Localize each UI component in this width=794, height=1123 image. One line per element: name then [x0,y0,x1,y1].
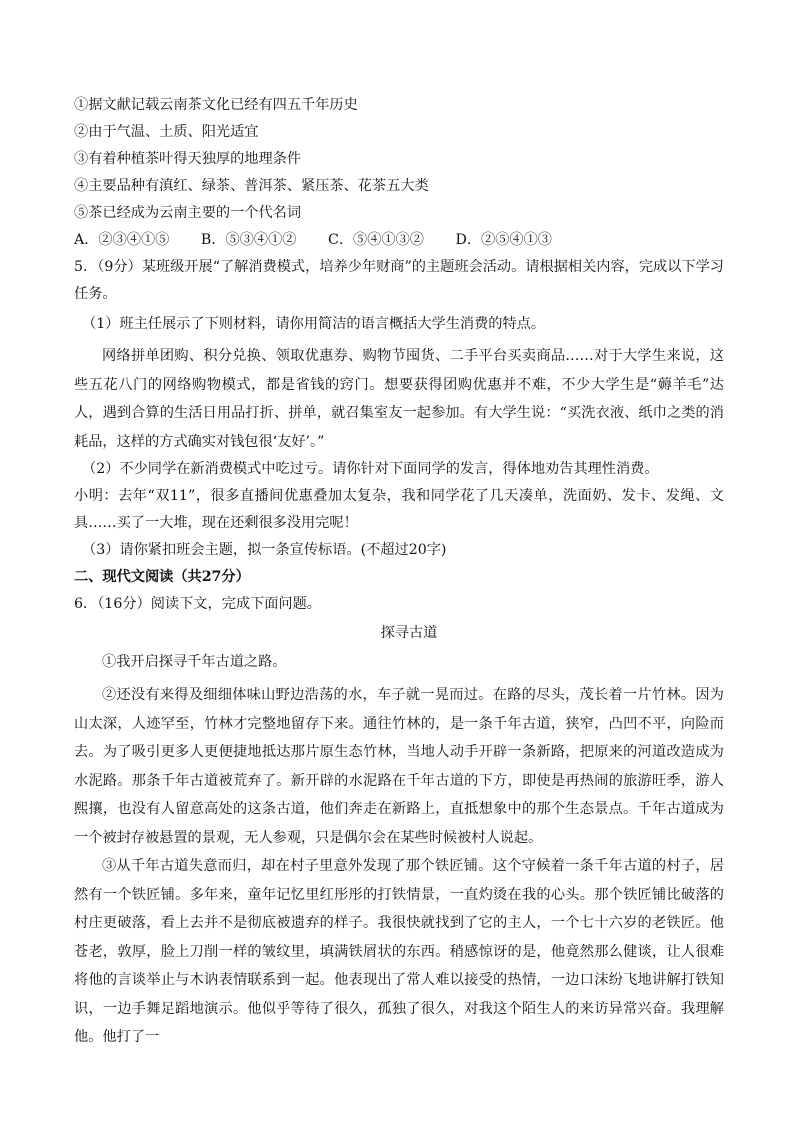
option-b: B．⑤③④①② [200,232,297,248]
question4-item-2: ②由于气温、土质、阳光适宜 [74,124,259,140]
passage-title: 探寻古道 [380,625,438,641]
option-d: D．②⑤④①③ [455,232,552,248]
question5-stem: 5．（9分）某班级开展“了解消费模式，培养少年财商”的主题班会活动。请根据相关内容，完成以下学习任务。 [74,259,724,302]
question5-sub3: （3）请你紧扣班会主题，拟一条宣传标语。(不超过20字) [82,542,447,558]
passage-paragraph-1: ①我开启探寻千年古道之路。 [102,654,287,670]
exam-page [74,92,724,1052]
question5-material: 网络拼单团购、积分兑换、领取优惠券、购物节囤货、二手平台买卖商品……对于大学生来说，这些五花八门的网络购物模式，都是省钱的窍门。想要获得团购优惠并不难，不少大学生是“薅羊毛”达人，遇到合算的生活日用品打折、拼单，就召集室友一起参加。有大学生说：“买洗衣液、纸巾之类的消耗品，这样的方式确实对钱包很‘友好’。” [74,348,724,450]
passage-paragraph-2: ②还没有来得及细细体味山野边浩荡的水，车子就一晃而过。在路的尽头，茂长着一片竹林。因为山太深，人迹罕至，竹林才完整地留存下来。通往竹林的，是一条千年古道，狭窄，凸凹不平，向险而去。为了吸引更多人更便捷地抵达那片原生态竹林，当地人动手开辟一条新路，把原来的河道改造成为水泥路。那条千年古道被荒弃了。新开辟的水泥路在千年古道的下方，即使是再热闹的旅游旺季，游人熙攘，也没有人留意高处的这条古道，他们奔走在新路上，直抵想象中的那个生态景点。千年古道成为一个被封存被悬置的景观，无人参观，只是偶尔会在某些时候被村人说起。 [74,687,724,846]
question5-xiaoming: 小明：去年“双11”，很多直播间优惠叠加太复杂，我和同学花了几天凑单，洗面奶、发卡、发绳、文具……买了一大堆，现在还剩很多没用完呢！ [74,488,724,531]
question4-item-1: ①据文献记载云南茶文化已经有四五千年历史 [74,97,358,113]
question5-sub1: （1）班主任展示了下则材料，请你用简洁的语言概括大学生消费的特点。 [82,316,546,332]
question4-item-4: ④主要品种有滇红、绿茶、普洱茶、紧压茶、花茶五大类 [74,178,429,194]
option-a: A．②③④①⑤ [74,232,170,248]
question4-item-3: ③有着种植茶叶得天独厚的地理条件 [74,151,302,167]
question6-stem: 6．（16分）阅读下文，完成下面问题。 [74,596,321,612]
option-c: C．⑤④①③② [327,232,424,248]
question5-sub2: （2）不少同学在新消费模式中吃过亏。请你针对下面同学的发言，得体地劝告其理性消费。 [82,461,659,477]
question4-item-5: ⑤茶已经成为云南主要的一个代名词 [74,205,302,221]
question4-items [74,92,724,227]
passage-paragraph-3: ③从千年古道失意而归，却在村子里意外发现了那个铁匠铺。这个守候着一条千年古道的村子，居然有一个铁匠铺。多年来，童年记忆里红彤彤的打铁情景，一直灼烫在我的心头。那个铁匠铺比破落的村庄更破落，看上去并不是彻底被遗弃的样子。我很快就找到了它的主人，一个七十六岁的老铁匠。他苍老，敦厚，脸上刀削一样的皱纹里，填满铁屑状的东西。稍感惊讶的是，他竟然那么健谈，让人很难将他的言谈举止与木讷表情联系到一起。他表现出了常人难以接受的热情，一边口沫纷飞地讲解打铁知识，一边手舞足蹈地演示。他似乎等待了很久，孤独了很久，对我这个陌生人的来访异常兴奋。我理解他。他打了一 [74,858,724,1046]
question4-options [74,227,724,254]
section2-heading: 二、现代文阅读（共27分） [74,569,250,585]
